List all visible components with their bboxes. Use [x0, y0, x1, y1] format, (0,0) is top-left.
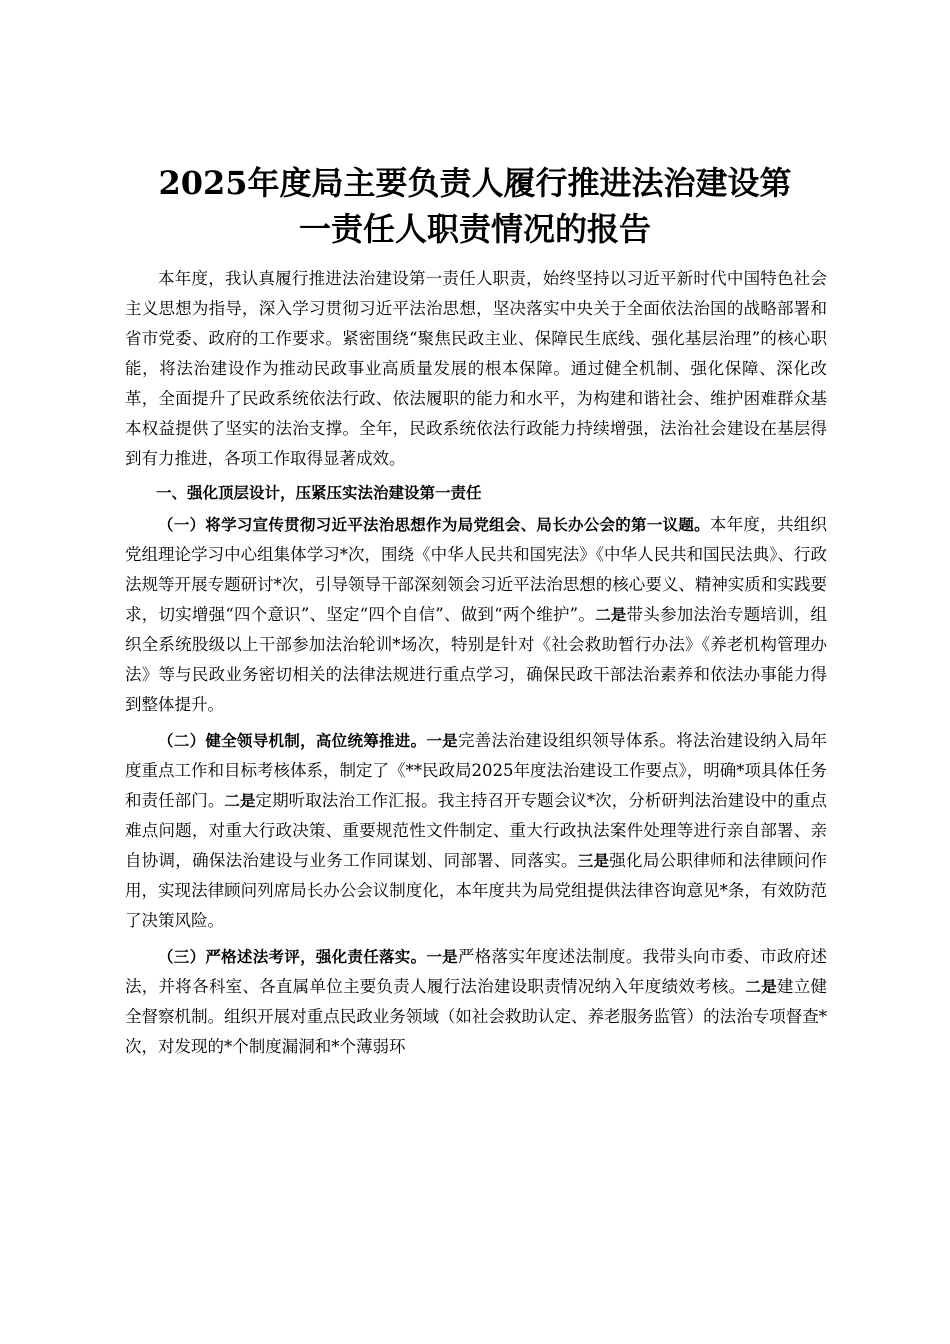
- subsection-3-marker-2: 二是: [745, 978, 777, 996]
- subsection-1-marker-2: 二是: [595, 606, 627, 624]
- subsection-2-marker-2: 二是: [224, 792, 256, 810]
- section-heading-1: 一、强化顶层设计，压紧压实法治建设第一责任: [156, 484, 482, 502]
- subsection-3-text-2: 建立健全督察机制。组织开展对重点民政业务领域（如社会救助认定、养老服务监管）的法治专项督查*次，对发现的*个制度漏洞和*个薄弱环: [125, 977, 828, 1056]
- subsection-2-lead: （二）健全领导机制，高位统筹推进。: [158, 732, 427, 750]
- subsection-2-paragraph: [125, 726, 827, 936]
- subsection-1-text-2: 带头参加法治专题培训，组织全系统股级以上干部参加法治轮训*场次，特别是针对《社会救助暂行办法》《养老机构管理办法》等与民政业务密切相关的法律法规进行重点学习，确保民政干部法治素养和依法办事能力得到整体提升。: [125, 605, 827, 714]
- document-body: [125, 264, 827, 1062]
- subsection-3-marker-1: 一是: [426, 948, 458, 966]
- subsection-2-marker-3: 三是: [577, 852, 610, 870]
- subsection-2-marker-1: 一是: [426, 732, 458, 750]
- title-line-1: 2025年度局主要负责人履行推进法治建设第: [158, 164, 792, 202]
- subsection-1-lead: （一）将学习宣传贯彻习近平法治思想作为局党组会、局长办公会的第一议题。: [158, 516, 710, 534]
- subsection-3-text-1: 严格落实年度述法制度。我带头向市委、市政府述法，并将各科室、各直属单位主要负责人履行法治建设职责情况纳入年度绩效考核。: [125, 947, 827, 996]
- document-title: [120, 160, 830, 252]
- subsection-3-paragraph: [125, 942, 827, 1062]
- subsection-1-paragraph: [125, 510, 827, 720]
- title-line-2: 一责任人职责情况的报告: [298, 210, 651, 248]
- subsection-2-text-3: 强化局公职律师和法律顾问作用，实现法律顾问列席局长办公会议制度化，本年度共为局党组提供法律咨询意见*条，有效防范了决策风险。: [125, 851, 827, 930]
- subsection-1-text-1: 本年度，共组织党组理论学习中心组集体学习*次，围绕《中华人民共和国宪法》《中华人民共和国民法典》、行政法规等开展专题研讨*次，引导领导干部深刻领会习近平法治思想的核心要义、精神实质和实践要求，切实增强“四个意识”、坚定“四个自信”、做到“两个维护”。: [125, 515, 827, 624]
- subsection-2-text-1: 完善法治建设组织领导体系。将法治建设纳入局年度重点工作和目标考核体系，制定了《**民政局2025年度法治建设工作要点》，明确*项具体任务和责任部门。: [125, 731, 827, 810]
- intro-paragraph: 本年度，我认真履行推进法治建设第一责任人职责，始终坚持以习近平新时代中国特色社会主义思想为指导，深入学习贯彻习近平法治思想，坚决落实中央关于全面依法治国的战略部署和省市党委、政府的工作要求。紧密围绕“聚焦民政主业、保障民生底线、强化基层治理”的核心职能，将法治建设作为推动民政事业高质量发展的根本保障。通过健全机制、强化保障、深化改革，全面提升了民政系统依法行政、依法履职的能力和水平，为构建和谐社会、维护困难群众基本权益提供了坚实的法治支撑。全年，民政系统依法行政能力持续增强，法治社会建设在基层得到有力推进，各项工作取得显著成效。: [125, 269, 827, 468]
- subsection-2-text-2: 定期听取法治工作汇报。我主持召开专题会议*次，分析研判法治建设中的重点难点问题，对重大行政决策、重要规范性文件制定、重大行政执法案件处理等进行亲自部署、亲自协调，确保法治建设与业务工作同谋划、同部署、同落实。: [125, 791, 827, 870]
- subsection-3-lead: （三）严格述法考评，强化责任落实。: [158, 948, 427, 966]
